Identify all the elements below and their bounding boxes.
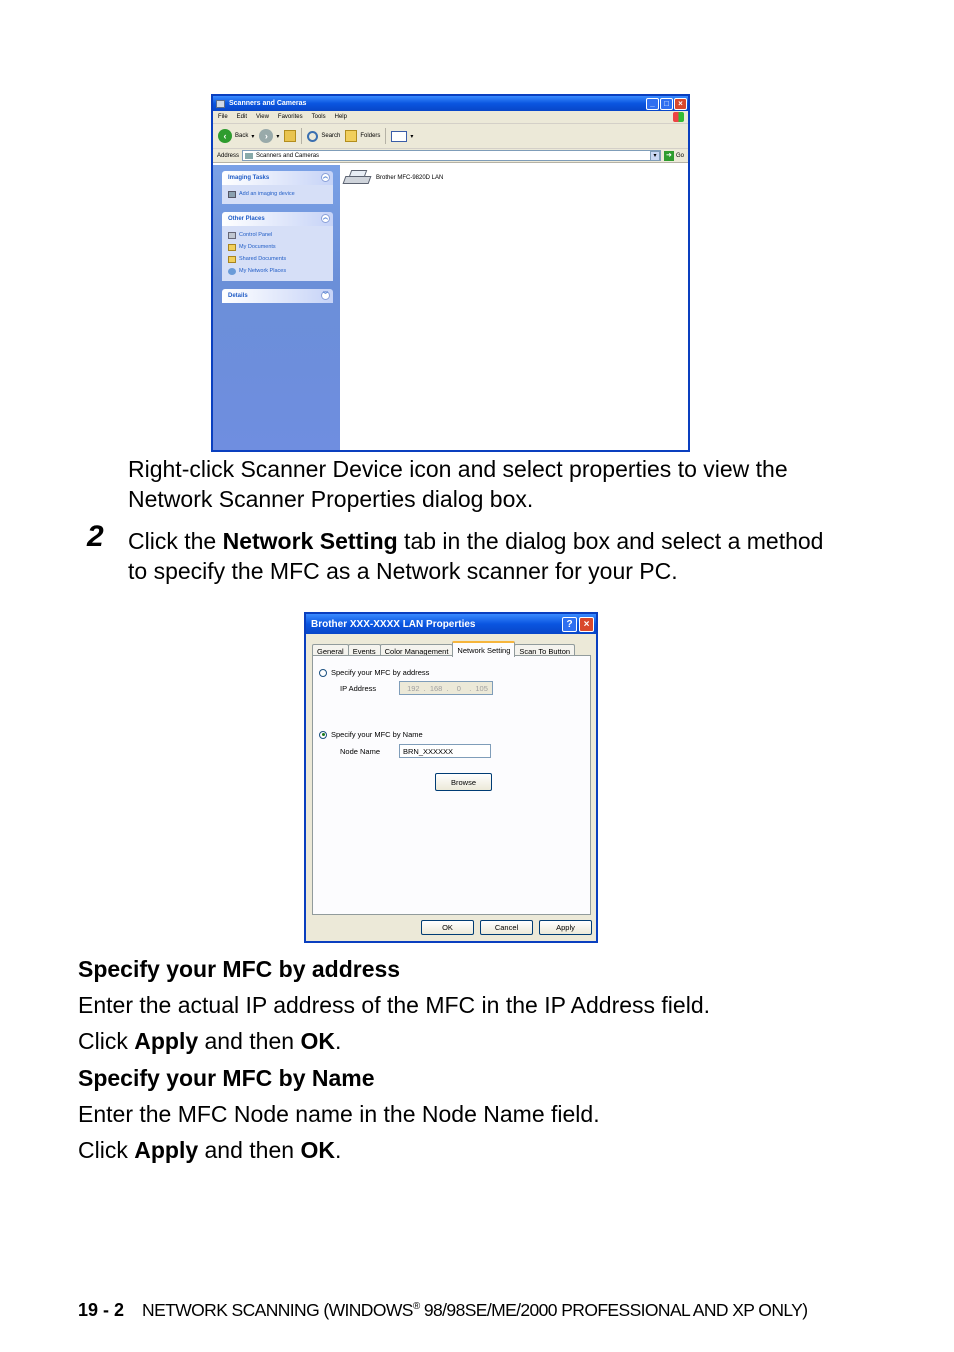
scanner-icon	[344, 170, 372, 186]
radio-specify-by-address[interactable]: Specify your MFC by address	[319, 668, 429, 677]
radio-specify-by-name[interactable]: Specify your MFC by Name	[319, 730, 423, 739]
address-input[interactable]	[242, 150, 661, 161]
search-icon	[307, 131, 318, 142]
my-documents-icon	[228, 244, 236, 251]
heading-by-name: Specify your MFC by Name	[78, 1065, 375, 1091]
shared-documents-icon	[228, 256, 236, 263]
go-arrow-icon: ➜	[664, 151, 674, 161]
dialog-close-button[interactable]: ×	[579, 617, 594, 632]
task-pane	[213, 165, 340, 450]
toolbar-separator	[385, 128, 386, 144]
explorer-body	[213, 165, 688, 450]
click-apply-ok-2: Click Apply and then OK.	[78, 1137, 342, 1163]
menu-bar	[213, 111, 688, 124]
go-button[interactable]: ➜ Go	[664, 151, 688, 161]
details-header[interactable]: Details ︾	[222, 289, 333, 303]
instruction-paragraph: Right-click Scanner Device icon and select properties to view the Network Scanner Properties dialog box.	[128, 456, 788, 512]
add-imaging-device-link[interactable]: Add an imaging device	[228, 188, 329, 200]
step-number: 2	[87, 520, 104, 553]
imaging-tasks-header[interactable]: Imaging Tasks ︽	[222, 171, 333, 185]
collapse-chevron-icon[interactable]: ︽	[322, 174, 328, 180]
other-places-pane	[222, 212, 333, 281]
scanner-device-item[interactable]	[344, 170, 443, 186]
control-panel-icon	[228, 232, 236, 239]
tab-general[interactable]: General	[312, 644, 349, 657]
window-titlebar	[213, 96, 688, 111]
menu-tools[interactable]: Tools	[311, 114, 326, 120]
folders-icon	[345, 130, 357, 142]
tab-color-management[interactable]: Color Management	[380, 644, 454, 657]
help-button[interactable]: ?	[562, 617, 577, 632]
network-places-icon	[228, 268, 236, 275]
lan-properties-dialog	[304, 612, 598, 943]
ip-address-field[interactable]: 192 . 168 . 0 . 105	[399, 681, 493, 695]
window-title: Scanners and Cameras	[229, 100, 307, 107]
menu-help[interactable]: Help	[334, 114, 347, 120]
imaging-tasks-pane	[222, 171, 333, 204]
page-footer	[78, 1300, 808, 1321]
apply-button[interactable]: Apply	[539, 920, 592, 935]
content-area	[340, 165, 688, 450]
forward-arrow-icon: ›	[259, 129, 273, 143]
ip-address-label: IP Address	[340, 684, 377, 693]
name-instruction: Enter the MFC Node name in the Node Name field.	[78, 1101, 600, 1127]
toolbar-separator	[301, 128, 302, 144]
collapse-chevron-icon[interactable]: ︽	[322, 215, 328, 221]
ok-button[interactable]: OK	[421, 920, 474, 935]
folder-up-icon[interactable]	[284, 130, 296, 142]
network-setting-panel	[312, 655, 591, 915]
menu-favorites[interactable]: Favorites	[277, 114, 303, 120]
folders-button[interactable]: Folders	[345, 130, 380, 142]
my-documents-link[interactable]: My Documents	[228, 241, 329, 253]
tab-scan-to-button[interactable]: Scan To Button	[514, 644, 575, 657]
address-label: Address	[217, 152, 240, 159]
tab-network-setting[interactable]: Network Setting	[452, 641, 515, 657]
dialog-title: Brother XXX-XXXX LAN Properties	[311, 618, 476, 630]
menu-file[interactable]: File	[218, 114, 228, 120]
radio-circle	[319, 669, 327, 677]
address-value: Scanners and Cameras	[256, 152, 320, 159]
back-button[interactable]: ‹ Back ▾	[218, 129, 254, 143]
imaging-device-icon	[228, 191, 236, 198]
views-icon	[391, 131, 407, 142]
dialog-titlebar	[306, 614, 596, 634]
forward-button[interactable]: › ▾	[259, 129, 279, 143]
device-label: Brother MFC-9820D LAN	[376, 175, 444, 181]
scanners-cameras-window	[211, 94, 690, 452]
minimize-button[interactable]: _	[646, 98, 659, 110]
back-arrow-icon: ‹	[218, 129, 232, 143]
step2-paragraph: Click the Network Setting tab in the dialog box and select a method to specify the MFC as a Network scanner for your PC.	[128, 528, 824, 584]
search-button[interactable]: Search	[307, 131, 340, 142]
page-number: 19 - 2	[78, 1300, 125, 1320]
click-apply-ok-1: Click Apply and then OK.	[78, 1028, 342, 1054]
views-button[interactable]: ▾	[391, 131, 413, 142]
address-dropdown-icon[interactable]: ▾	[650, 151, 660, 161]
tab-events[interactable]: Events	[348, 644, 381, 657]
close-button[interactable]: ×	[674, 98, 687, 110]
windows-logo-icon	[673, 112, 684, 122]
footer-text: NETWORK SCANNING (WINDOWS® 98/98SE/ME/2000 PROFESSIONAL AND XP ONLY)	[142, 1300, 808, 1320]
shared-documents-link[interactable]: Shared Documents	[228, 253, 329, 265]
address-bar	[213, 149, 688, 163]
toolbar	[213, 124, 688, 149]
scanner-folder-icon	[216, 100, 225, 108]
browse-button[interactable]: Browse	[435, 773, 492, 791]
control-panel-link[interactable]: Control Panel	[228, 229, 329, 241]
node-name-label: Node Name	[340, 747, 381, 756]
radio-circle-selected	[319, 731, 327, 739]
menu-edit[interactable]: Edit	[236, 114, 248, 120]
cancel-button[interactable]: Cancel	[480, 920, 533, 935]
expand-chevron-icon[interactable]: ︾	[322, 292, 328, 298]
maximize-button[interactable]: □	[660, 98, 673, 110]
other-places-header[interactable]: Other Places ︽	[222, 212, 333, 226]
heading-by-address: Specify your MFC by address	[78, 956, 401, 982]
node-name-field[interactable]: BRN_XXXXXX	[399, 744, 491, 758]
address-instruction: Enter the actual IP address of the MFC in the IP Address field.	[78, 992, 710, 1018]
menu-view[interactable]: View	[256, 114, 269, 120]
my-network-places-link[interactable]: My Network Places	[228, 265, 329, 277]
details-pane	[222, 289, 333, 303]
scanner-mini-icon	[245, 153, 253, 159]
